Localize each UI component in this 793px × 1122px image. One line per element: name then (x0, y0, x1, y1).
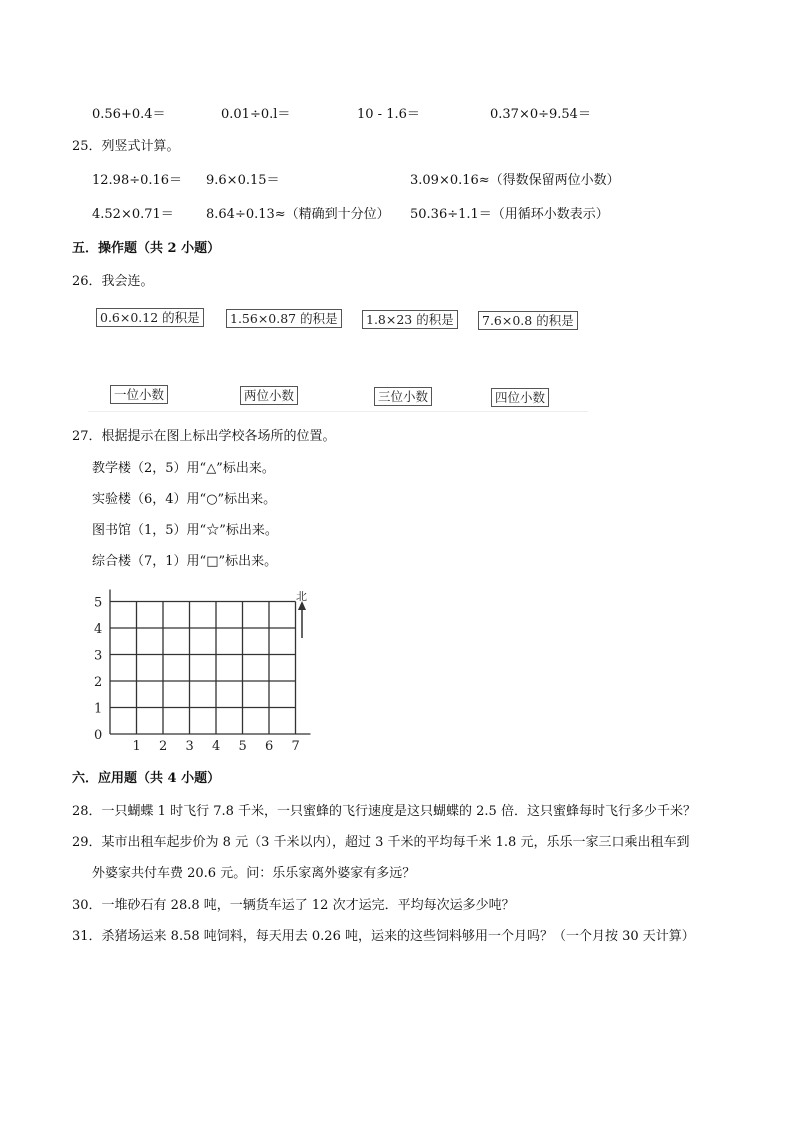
x-tick-label: 4 (212, 739, 221, 754)
x-tick-label: 1 (132, 739, 141, 754)
y-tick-label: 4 (94, 622, 103, 637)
figure-edge (88, 411, 588, 412)
q26-heading (72, 273, 154, 291)
question-number: 28． (72, 804, 102, 819)
question-number: 26． (72, 274, 102, 289)
q24-expr-4: 0.37×0÷9.54＝ (490, 107, 591, 122)
x-tick-label: 6 (265, 739, 274, 754)
product-box-1[interactable]: 0.6×0.12 的积是 (96, 308, 204, 327)
product-box-3[interactable]: 1.8×23 的积是 (362, 310, 458, 329)
decimal-box-2[interactable]: 两位小数 (240, 386, 298, 405)
y-tick-label: 5 (94, 595, 103, 611)
product-box-2[interactable]: 1.56×0.87 的积是 (226, 309, 342, 328)
question-number: 30． (72, 898, 102, 913)
coordinate-grid[interactable] (88, 588, 328, 760)
y-tick-label: 2 (94, 675, 103, 690)
question-text: 一只蝴蝶 1 时飞行 7.8 千米，一只蜜蜂的飞行速度是这只蝴蝶的 2.5 倍．这只蜜蜂每时飞行多少千米？ (101, 804, 696, 819)
q28 (72, 803, 696, 821)
decimal-box-1[interactable]: 一位小数 (110, 385, 168, 404)
question-number: 27． (72, 429, 102, 444)
q29-line-1 (72, 834, 689, 852)
q25-r2-c1: 4.52×0.71＝ (92, 207, 174, 222)
hint-lab-building: 实验楼（6，4）用“○”标出来。 (92, 492, 277, 507)
q24-expr-1: 0.56+0.4＝ (92, 107, 166, 122)
q24-expr-2: 0.01÷0.l＝ (221, 107, 291, 122)
q30 (72, 897, 515, 915)
hint-teaching-building: 教学楼（2，5）用“△”标出来。 (92, 461, 275, 476)
x-tick-label: 5 (238, 739, 247, 754)
y-tick-label: 1 (94, 701, 103, 717)
matching-figure (88, 300, 588, 412)
decimal-box-3[interactable]: 三位小数 (374, 387, 432, 406)
question-title: 列竖式计算。 (101, 139, 180, 154)
q31 (72, 928, 695, 946)
q25-r1-c1: 12.98÷0.16＝ (92, 173, 183, 188)
question-text: 杀猪场运来 8.58 吨饲料，每天用去 0.26 吨，运来的这些饲料够用一个月吗？（一个月按 30 天计算） (101, 929, 695, 944)
question-text: 一堆砂石有 28.8 吨，一辆货车运了 12 次才运完．平均每次运多少吨？ (101, 898, 515, 913)
q25-r2-c3: 50.36÷1.1＝（用循环小数表示） (410, 207, 609, 222)
q29-line-2: 外婆家共付车费 20.6 元。问：乐乐家离外婆家有多远？ (92, 866, 416, 881)
question-number: 29． (72, 835, 102, 850)
x-tick-label: 7 (291, 739, 300, 754)
x-tick-label: 3 (185, 739, 194, 754)
q25-heading (72, 138, 180, 156)
q25-r1-c3: 3.09×0.16≈（得数保留两位小数） (410, 173, 620, 188)
north-arrow-icon (298, 601, 306, 638)
hint-library: 图书馆（1，5）用“☆”标出来。 (92, 523, 278, 538)
x-tick-label: 2 (159, 739, 168, 754)
question-title: 我会连。 (101, 274, 154, 289)
question-title: 根据提示在图上标出学校各场所的位置。 (101, 429, 336, 444)
section-6-title: 六．应用题（共 4 小题） (72, 771, 221, 786)
question-number: 31． (72, 929, 102, 944)
q27-heading (72, 428, 336, 446)
q24-expr-3: 10 - 1.6＝ (357, 107, 420, 122)
decimal-box-4[interactable]: 四位小数 (491, 388, 549, 407)
product-box-4[interactable]: 7.6×0.8 的积是 (478, 311, 578, 330)
y-tick-label: 0 (94, 728, 103, 743)
question-number: 25． (72, 139, 102, 154)
q25-r2-c2: 8.64÷0.13≈（精确到十分位） (206, 207, 390, 222)
section-5-title: 五．操作题（共 2 小题） (72, 241, 221, 256)
hint-complex-building: 综合楼（7，1）用“□”标出来。 (92, 554, 278, 569)
north-label: 北 (296, 590, 307, 603)
grid-lines (110, 590, 311, 735)
question-text: 某市出租车起步价为 8 元（3 千米以内），超过 3 千米的平均每千米 1.8 元，乐乐一家三口乘出租车到 (101, 835, 690, 850)
q25-r1-c2: 9.6×0.15＝ (206, 173, 280, 188)
y-tick-label: 3 (94, 648, 103, 664)
